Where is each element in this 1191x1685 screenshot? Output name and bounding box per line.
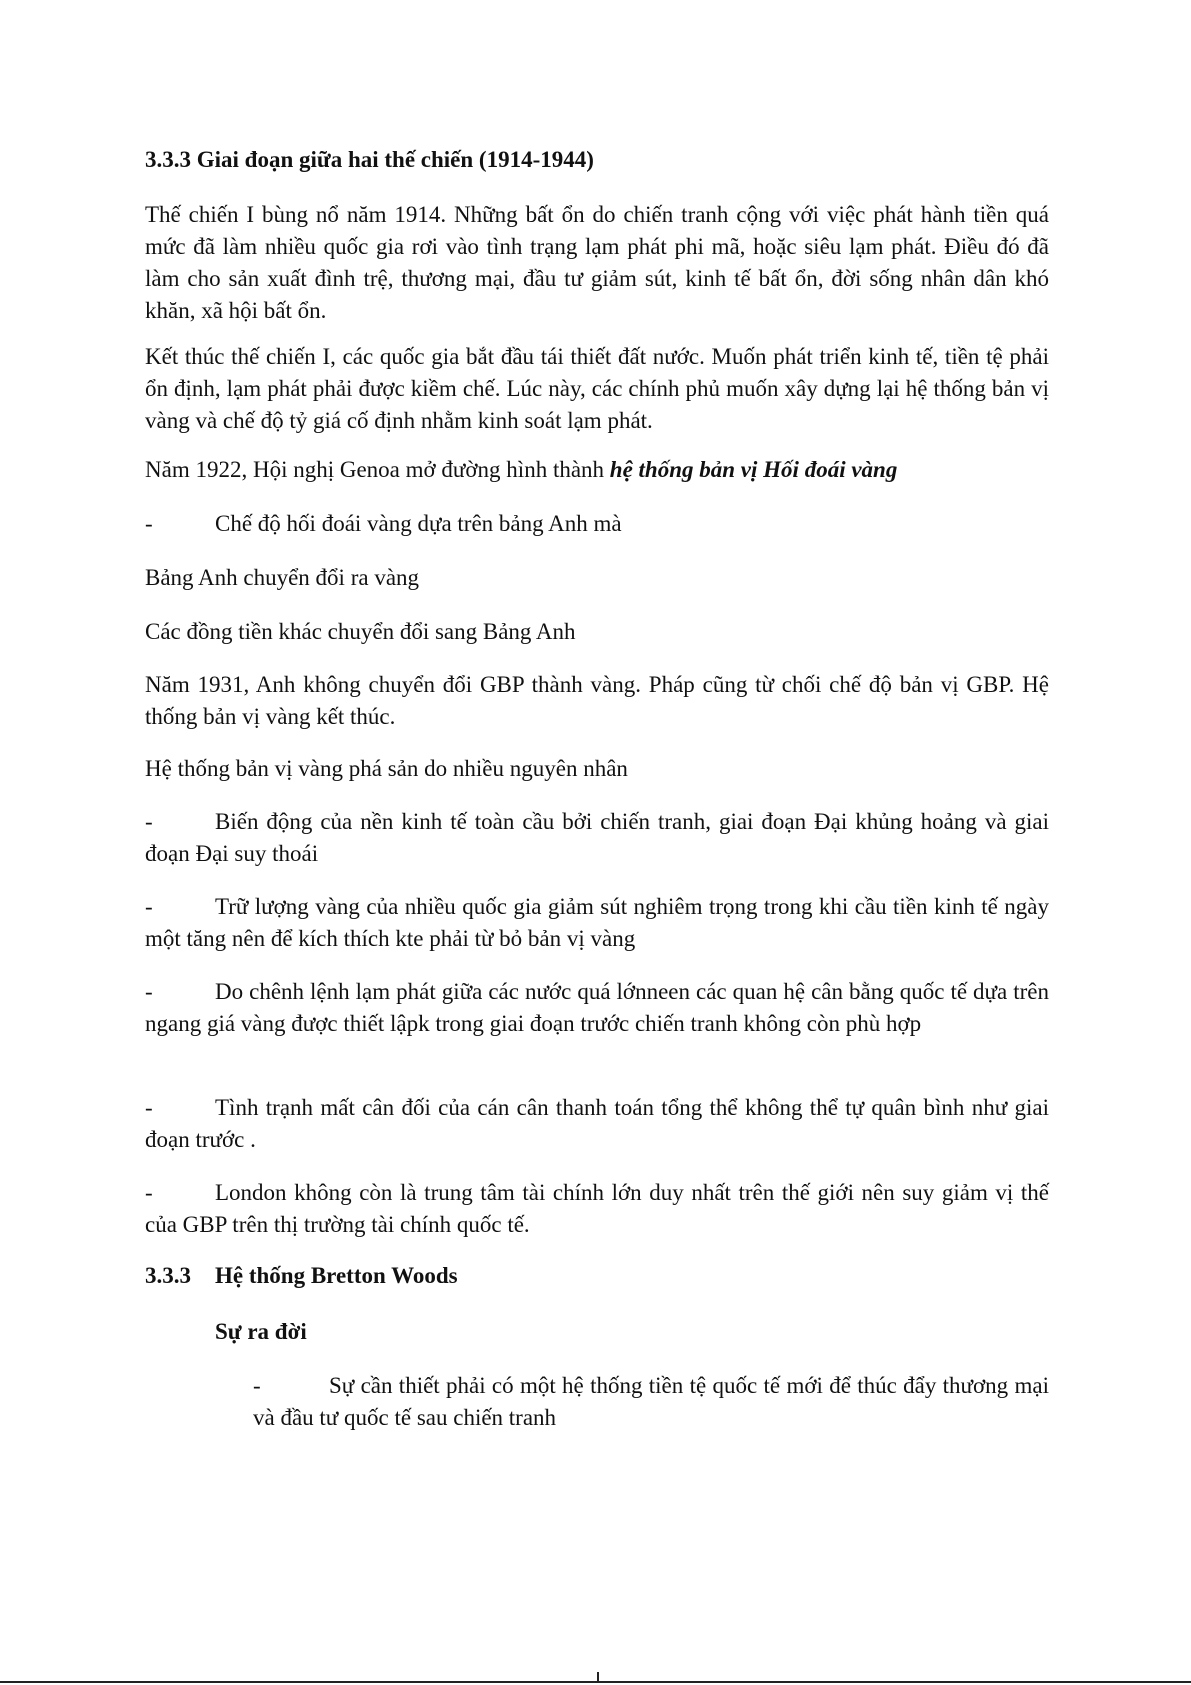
gold-exchange-standard-term: hệ thống bản vị Hối đoái vàng <box>609 457 898 482</box>
bullet-dash: - <box>145 1180 153 1205</box>
section-heading-bretton-woods <box>145 1260 458 1292</box>
cause-item-5: London không còn là trung tâm tài chính lớn duy nhất trên thế giới nên suy giảm vị thế của GBP trên thị trường tài chính quốc tế. <box>145 1180 1049 1237</box>
paragraph-1931: Năm 1931, Anh không chuyển đổi GBP thành vàng. Pháp cũng từ chối chế độ bản vị GBP. Hệ thống bản vị vàng kết thúc. <box>145 672 1049 729</box>
bullet-gold-exchange: Chế độ hối đoái vàng dựa trên bảng Anh mà <box>215 511 622 536</box>
cause-item-1: Biến động của nền kinh tế toàn cầu bởi chiến tranh, giai đoạn Đại khủng hoảng và giai đoạn Đại suy thoái <box>145 809 1049 866</box>
line-other-currencies: Các đồng tiền khác chuyển đổi sang Bảng Anh <box>145 619 576 644</box>
section-number: 3.3.3 <box>145 1263 191 1288</box>
section-heading-interwar: 3.3.3 Giai đoạn giữa hai thế chiến (1914-1944) <box>145 147 594 172</box>
bullet-dash: - <box>145 1095 153 1120</box>
paragraph-causes-intro: Hệ thống bản vị vàng phá sản do nhiều nguyên nhân <box>145 756 628 781</box>
paragraph-post-ww1: Kết thúc thế chiến I, các quốc gia bắt đầu tái thiết đất nước. Muốn phát triển kinh tế, tiền tệ phải ổn định, lạm phát phải được kiềm chế. Lúc này, các chính phủ muốn xây dựng lại hệ thống bản vị vàng và chế độ tỷ giá cố định nhằm kinh soát lạm phát. <box>145 344 1049 433</box>
bullet-dash: - <box>145 511 153 536</box>
line-gbp-to-gold: Bảng Anh chuyển đổi ra vàng <box>145 565 420 590</box>
paragraph-genoa <box>145 454 1049 486</box>
subheading-origin: Sự ra đời <box>215 1319 307 1344</box>
bullet-dash: - <box>145 809 153 834</box>
cause-item-4: Tình trạnh mất cân đối của cán cân thanh toán tổng thể không thể tự quân bình như giai đoạn trước . <box>145 1095 1049 1152</box>
cause-item-3: Do chênh lệnh lạm phát giữa các nước quá lớnneen các quan hệ cân bằng quốc tế dựa trên ngang giá vàng được thiết lậpk trong giai đoạn trước chiến tranh không còn phù hợp <box>145 979 1049 1036</box>
bullet-dash: - <box>145 979 153 1004</box>
section-title: Hệ thống Bretton Woods <box>215 1263 458 1288</box>
bullet-dash: - <box>145 894 153 919</box>
bullet-dash: - <box>253 1373 261 1398</box>
paragraph-ww1-outbreak: Thế chiến I bùng nổ năm 1914. Những bất ổn do chiến tranh cộng với việc phát hành tiền quá mức đã làm nhiều quốc gia rơi vào tình trạng lạm phát phi mã, hoặc siêu lạm phát. Điều đó đã làm cho sản xuất đình trệ, thương mại, đầu tư giảm sút, kinh tế bất ổn, đời sống nhân dân khó khăn, xã hội bất ổn. <box>145 202 1049 323</box>
sub-bullet-new-system: Sự cần thiết phải có một hệ thống tiền tệ quốc tế mới để thúc đẩy thương mại và đầu tư quốc tế sau chiến tranh <box>253 1373 1049 1430</box>
page-bottom-border <box>0 1681 1191 1683</box>
cause-item-2: Trữ lượng vàng của nhiều quốc gia giảm sút nghiêm trọng trong khi cầu tiền kinh tế ngày một tăng nên để kích thích kte phải từ bỏ bản vị vàng <box>145 894 1049 951</box>
genoa-text: Năm 1922, Hội nghị Genoa mở đường hình thành <box>145 457 610 482</box>
